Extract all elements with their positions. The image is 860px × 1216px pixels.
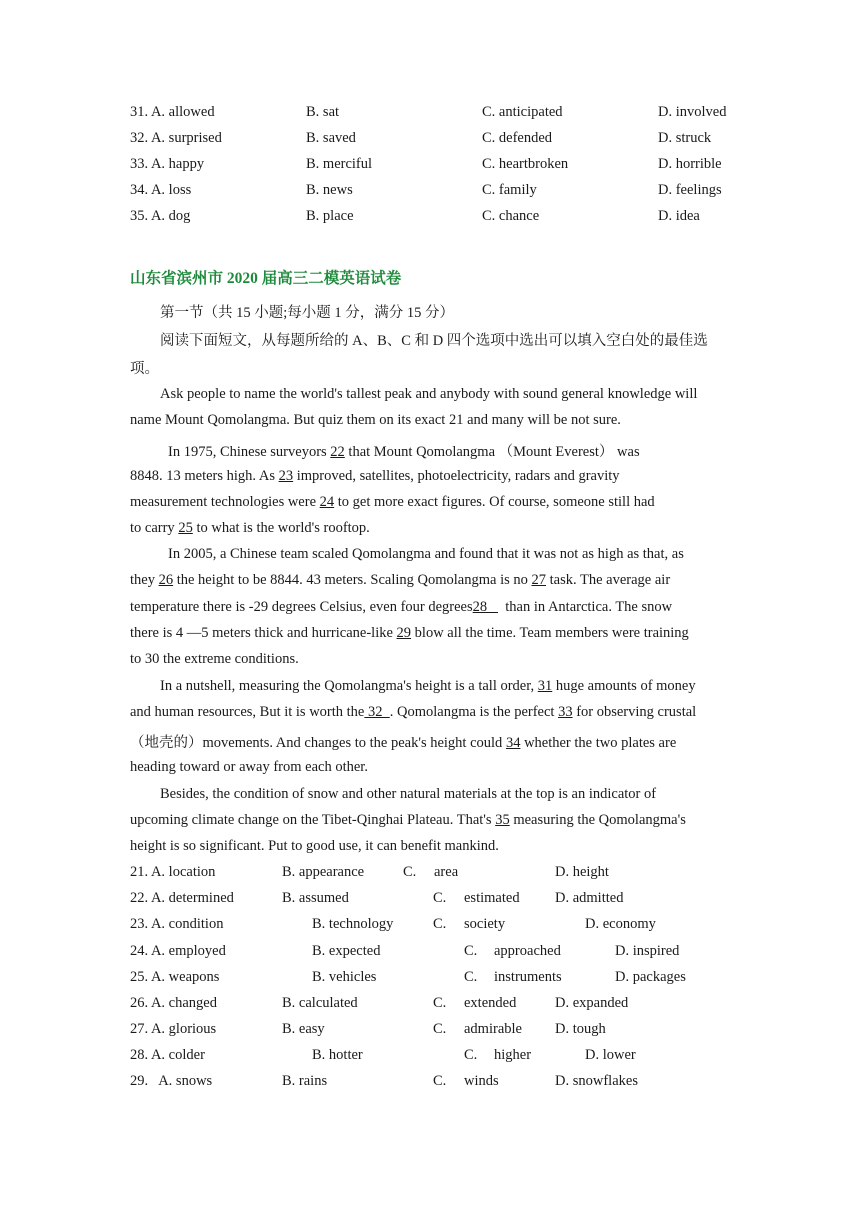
option-d: D. packages: [615, 969, 686, 985]
blank-24: 24: [319, 494, 335, 510]
option-row-33: [0, 156, 860, 182]
instruction-line-2: 项。: [130, 361, 159, 377]
option-d: D. struck: [658, 130, 712, 146]
option-a: 25. A. weapons: [130, 969, 220, 985]
exam-title: 山东省滨州市 2020 届高三二模英语试卷: [130, 270, 402, 287]
blank-34: 34: [505, 735, 521, 751]
passage-p4-line-2: [130, 704, 696, 721]
option-a: 21. A. location: [130, 864, 216, 880]
passage-p2-line-1: [168, 440, 640, 461]
passage-p1-line-2: name Mount Qomolangma. But quiz them on its exact 21 and many will be not sure.: [130, 412, 621, 428]
passage-p2-line-3: [130, 494, 655, 511]
option-c-letter: C.: [464, 1047, 478, 1063]
text-segment: they: [130, 572, 159, 588]
option-c-letter: C.: [433, 890, 447, 906]
passage-p4-line-1: [160, 678, 696, 695]
option-c: winds: [464, 1073, 499, 1089]
passage-p2-line-4: [130, 520, 370, 537]
option-b: B. news: [306, 182, 353, 198]
option-a: 24. A. employed: [130, 943, 226, 959]
option-d: D. admitted: [555, 890, 624, 906]
option-row-21: [0, 864, 860, 890]
blank-31: 31: [537, 678, 553, 694]
option-c: instruments: [494, 969, 562, 985]
option-a: 28. A. colder: [130, 1047, 205, 1063]
option-a: 27. A. glorious: [130, 1021, 217, 1037]
option-d: D. feelings: [658, 182, 722, 198]
instruction-line-1: 阅读下面短文，从每题所给的 A、B、C 和 D 四个选项中选出可以填入空白处的最佳选: [160, 333, 708, 349]
option-row-32: [0, 130, 860, 156]
option-b: B. vehicles: [312, 969, 377, 985]
option-c: admirable: [464, 1021, 522, 1037]
option-row-29: [0, 1073, 860, 1099]
blank-26: 26: [158, 572, 174, 588]
option-row-35: [0, 208, 860, 234]
blank-22: 22: [330, 444, 345, 460]
option-d: D. lower: [585, 1047, 636, 1063]
option-d: D. tough: [555, 1021, 606, 1037]
text-segment: improved, satellites, photoelectricity, radars and gravity: [293, 468, 620, 484]
option-b: B. assumed: [282, 890, 349, 906]
option-row-28: [0, 1047, 860, 1073]
text-segment: In a nutshell, measuring the Qomolangma's height is a tall order,: [160, 678, 538, 694]
passage-p4-line-3: [130, 731, 676, 752]
section-heading: 第一节（共 15 小题;每小题 1 分，满分 15 分）: [160, 305, 455, 321]
option-c: C. defended: [482, 130, 553, 146]
blank-32: 32: [364, 704, 390, 720]
text-segment: task. The average air: [546, 572, 671, 588]
text-segment: than in Antarctica. The snow: [498, 599, 673, 615]
option-c: C. anticipated: [482, 104, 563, 120]
text-segment: whether the two plates are: [520, 735, 677, 751]
text-segment: measuring the Qomolangma's: [509, 812, 686, 828]
option-row-27: [0, 1021, 860, 1047]
passage-p3-line-1: In 2005, a Chinese team scaled Qomolangma and found that it was not as high as that, as: [168, 546, 684, 562]
blank-29: 29: [396, 625, 412, 641]
option-d: D. expanded: [555, 995, 629, 1011]
option-row-24: [0, 943, 860, 969]
option-c: C. heartbroken: [482, 156, 569, 172]
option-b: B. rains: [282, 1073, 328, 1089]
text-segment: . Qomolangma is the perfect: [389, 704, 559, 720]
passage-p5-line-3: height is so significant. Put to good use, it can benefit mankind.: [130, 838, 499, 854]
option-row-31: [0, 104, 860, 130]
text-segment: there is 4 —5 meters thick and hurricane-like: [130, 625, 397, 641]
option-a: 29. A. snows: [130, 1073, 213, 1089]
blank-33: 33: [558, 704, 573, 720]
text-segment: upcoming climate change on the Tibet-Qinghai Plateau. That's: [130, 812, 496, 828]
option-d: D. inspired: [615, 943, 680, 959]
text-segment: measurement technologies were: [130, 494, 320, 510]
option-a: 31. A. allowed: [130, 104, 215, 120]
option-row-23: [0, 916, 860, 942]
passage-p3-line-3: [130, 599, 672, 616]
option-d: D. snowflakes: [555, 1073, 638, 1089]
option-b: B. place: [306, 208, 354, 224]
option-a: 34. A. loss: [130, 182, 192, 198]
text-segment: and human resources, But it is worth the: [130, 704, 365, 720]
option-c: area: [434, 864, 459, 880]
option-row-25: [0, 969, 860, 995]
option-c-letter: C.: [433, 916, 447, 932]
blank-27: 27: [531, 572, 547, 588]
text-segment: blow all the time. Team members were training: [411, 625, 689, 641]
passage-p1-line-1: Ask people to name the world's tallest peak and anybody with sound general knowledge will: [160, 386, 698, 402]
passage-p2-line-2: [130, 468, 620, 485]
option-row-34: [0, 182, 860, 208]
option-c-letter: C.: [433, 1021, 447, 1037]
option-d: D. economy: [585, 916, 656, 932]
passage-p5-line-2: [130, 812, 686, 829]
text-segment: huge amounts of money: [552, 678, 696, 694]
passage-p3-line-2: [130, 572, 670, 589]
passage-p5-line-1: Besides, the condition of snow and other natural materials at the top is an indicator of: [160, 786, 657, 802]
option-b: B. hotter: [312, 1047, 363, 1063]
option-b: B. saved: [306, 130, 356, 146]
option-d: D. idea: [658, 208, 700, 224]
text-segment: that Mount Qomolangma （Mount Everest） was: [344, 444, 640, 460]
text-segment: temperature there is -29 degrees Celsius, even four degrees: [130, 599, 473, 615]
option-c: estimated: [464, 890, 520, 906]
option-c-letter: C.: [433, 1073, 447, 1089]
passage-p3-line-4: [130, 625, 689, 642]
option-d: D. involved: [658, 104, 727, 120]
option-c-letter: C.: [433, 995, 447, 1011]
option-b: B. sat: [306, 104, 340, 120]
option-a: 26. A. changed: [130, 995, 217, 1011]
option-d: D. horrible: [658, 156, 722, 172]
option-c: C. chance: [482, 208, 540, 224]
option-c-letter: C.: [464, 969, 478, 985]
option-a: 32. A. surprised: [130, 130, 222, 146]
option-a: 35. A. dog: [130, 208, 191, 224]
passage-p3-line-5: to 30 the extreme conditions.: [130, 651, 299, 667]
option-c: C. family: [482, 182, 537, 198]
option-c: approached: [494, 943, 561, 959]
text-segment: to what is the world's rooftop.: [192, 520, 370, 536]
option-c: higher: [494, 1047, 532, 1063]
blank-28: 28: [472, 599, 499, 615]
text-segment: to get more exact figures. Of course, someone still had: [334, 494, 655, 510]
option-b: B. expected: [312, 943, 381, 959]
text-segment: In 1975, Chinese surveyors: [168, 444, 331, 460]
option-a: 23. A. condition: [130, 916, 224, 932]
option-row-26: [0, 995, 860, 1021]
option-b: B. easy: [282, 1021, 325, 1037]
option-c: extended: [464, 995, 517, 1011]
text-segment: （地壳的）movements. And changes to the peak's height could: [130, 735, 506, 751]
text-segment: to carry: [130, 520, 179, 536]
option-b: B. appearance: [282, 864, 365, 880]
blank-23: 23: [278, 468, 294, 484]
option-c-letter: C.: [464, 943, 478, 959]
option-b: B. technology: [312, 916, 394, 932]
option-c-letter: C.: [403, 864, 417, 880]
text-segment: the height to be 8844. 43 meters. Scaling Qomolangma is no: [173, 572, 532, 588]
option-d: D. height: [555, 864, 609, 880]
text-segment: 8848. 13 meters high. As: [130, 468, 279, 484]
blank-25: 25: [178, 520, 193, 536]
passage-p4-line-4: heading toward or away from each other.: [130, 759, 368, 775]
option-b: B. merciful: [306, 156, 373, 172]
option-a: 22. A. determined: [130, 890, 234, 906]
text-segment: for observing crustal: [572, 704, 697, 720]
blank-35: 35: [495, 812, 510, 828]
option-row-22: [0, 890, 860, 916]
option-b: B. calculated: [282, 995, 358, 1011]
option-c: society: [464, 916, 506, 932]
option-a: 33. A. happy: [130, 156, 205, 172]
